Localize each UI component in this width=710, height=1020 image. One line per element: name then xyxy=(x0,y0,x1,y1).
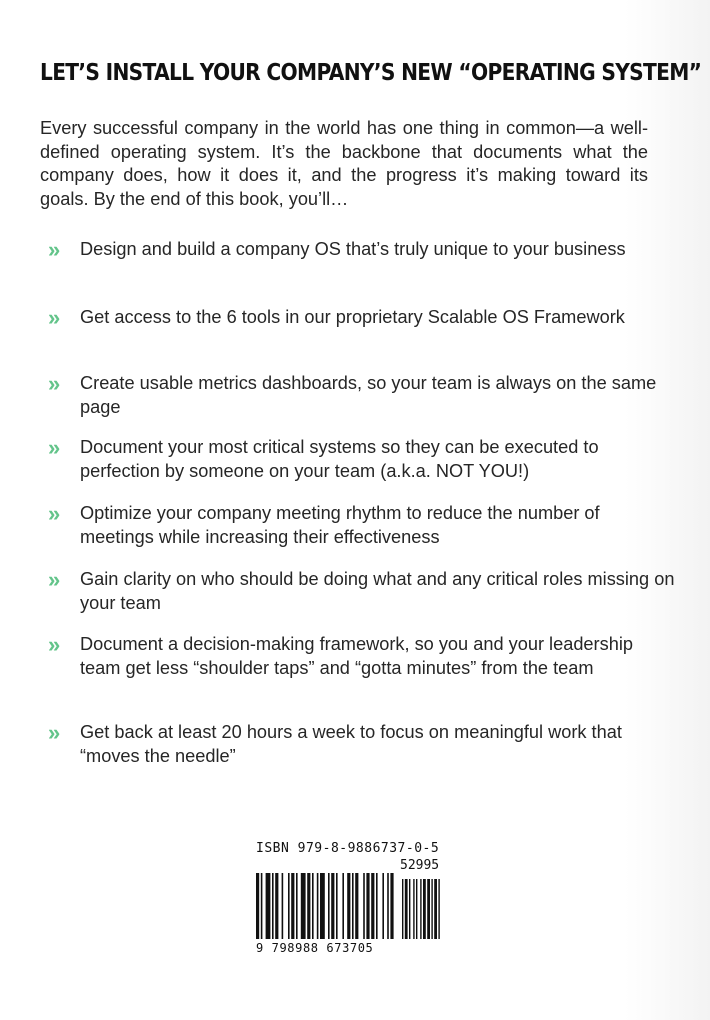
barcode-bar xyxy=(413,879,414,939)
barcode-bar xyxy=(288,873,290,939)
list-item-text: Optimize your company meeting rhythm to reduce the number of meetings while increasing their effectiveness xyxy=(80,503,600,547)
barcode-bar xyxy=(438,879,439,939)
double-chevron-right-icon: » xyxy=(48,371,58,396)
price-code: 52995 xyxy=(400,858,440,873)
barcode-bar xyxy=(371,873,374,939)
barcode-bar xyxy=(431,879,432,939)
double-chevron-right-icon: » xyxy=(48,632,58,657)
barcode-bar xyxy=(266,873,271,939)
barcode-bar xyxy=(366,873,369,939)
double-chevron-right-icon: » xyxy=(48,720,58,745)
barcode-bar xyxy=(317,873,319,939)
barcode-bar xyxy=(307,873,310,939)
isbn-barcode xyxy=(248,841,444,961)
intro-paragraph: Every successful company in the world has one thing in common—a well-defined operating system. It’s the backbone that documents what the company does, how it does it, and the progress it’s making toward its goals. By the end of this book, you’ll… xyxy=(40,118,648,209)
barcode-bar xyxy=(409,879,410,939)
double-chevron-right-icon: » xyxy=(48,305,58,330)
barcode-bar xyxy=(347,873,350,939)
barcode-bar xyxy=(402,879,403,939)
barcode-bar xyxy=(331,873,334,939)
barcode-bar xyxy=(301,873,306,939)
barcode-bar xyxy=(291,873,294,939)
barcode-bar xyxy=(296,873,298,939)
isbn-label: ISBN 979-8-9886737-0-5 xyxy=(256,841,440,856)
list-item-text: Get access to the 6 tools in our proprietary Scalable OS Framework xyxy=(80,307,625,327)
barcode-bar xyxy=(405,879,408,939)
barcode-bar xyxy=(282,873,284,939)
double-chevron-right-icon: » xyxy=(48,435,58,460)
list-item-text: Get back at least 20 hours a week to focus on meaningful work that “moves the needle” xyxy=(80,722,622,766)
list-item-text: Document a decision-making framework, so you and your leadership team get less “shoulder taps” and “gotta minutes” from the team xyxy=(80,634,633,678)
barcode-bar xyxy=(256,873,259,939)
double-chevron-right-icon: » xyxy=(48,501,58,526)
barcode-bar xyxy=(363,873,365,939)
double-chevron-right-icon: » xyxy=(48,237,58,262)
list-item-text: Document your most critical systems so they can be executed to perfection by someone on your team (a.k.a. NOT YOU!) xyxy=(80,437,599,481)
headline: LET’S INSTALL YOUR COMPANY’S NEW “OPERATING SYSTEM” xyxy=(40,58,702,86)
barcode-bars xyxy=(256,873,442,941)
barcode-bar xyxy=(275,873,278,939)
barcode-bar xyxy=(387,873,389,939)
barcode-bar xyxy=(434,879,437,939)
barcode-bar xyxy=(328,873,330,939)
double-chevron-right-icon: » xyxy=(48,567,58,592)
barcode-bar xyxy=(420,879,421,939)
list-item-text: Design and build a company OS that’s truly unique to your business xyxy=(80,239,626,259)
barcode-bar xyxy=(376,873,378,939)
barcode-bar xyxy=(312,873,314,939)
barcode-bar xyxy=(320,873,325,939)
list-item-text: Create usable metrics dashboards, so your team is always on the same page xyxy=(80,373,657,417)
barcode-bar xyxy=(423,879,426,939)
barcode-bar xyxy=(416,879,417,939)
barcode-bar xyxy=(427,879,430,939)
barcode-bar xyxy=(342,873,344,939)
barcode-bar xyxy=(336,873,338,939)
barcode-bar xyxy=(272,873,274,939)
barcode-bar xyxy=(355,873,358,939)
barcode-bar xyxy=(390,873,393,939)
isbn-digits: 9 798988 673705 xyxy=(256,941,374,955)
list-item-text: Gain clarity on who should be doing what and any critical roles missing on your team xyxy=(80,569,675,613)
barcode-bar xyxy=(382,873,384,939)
barcode-bar xyxy=(352,873,354,939)
barcode-bar xyxy=(261,873,263,939)
